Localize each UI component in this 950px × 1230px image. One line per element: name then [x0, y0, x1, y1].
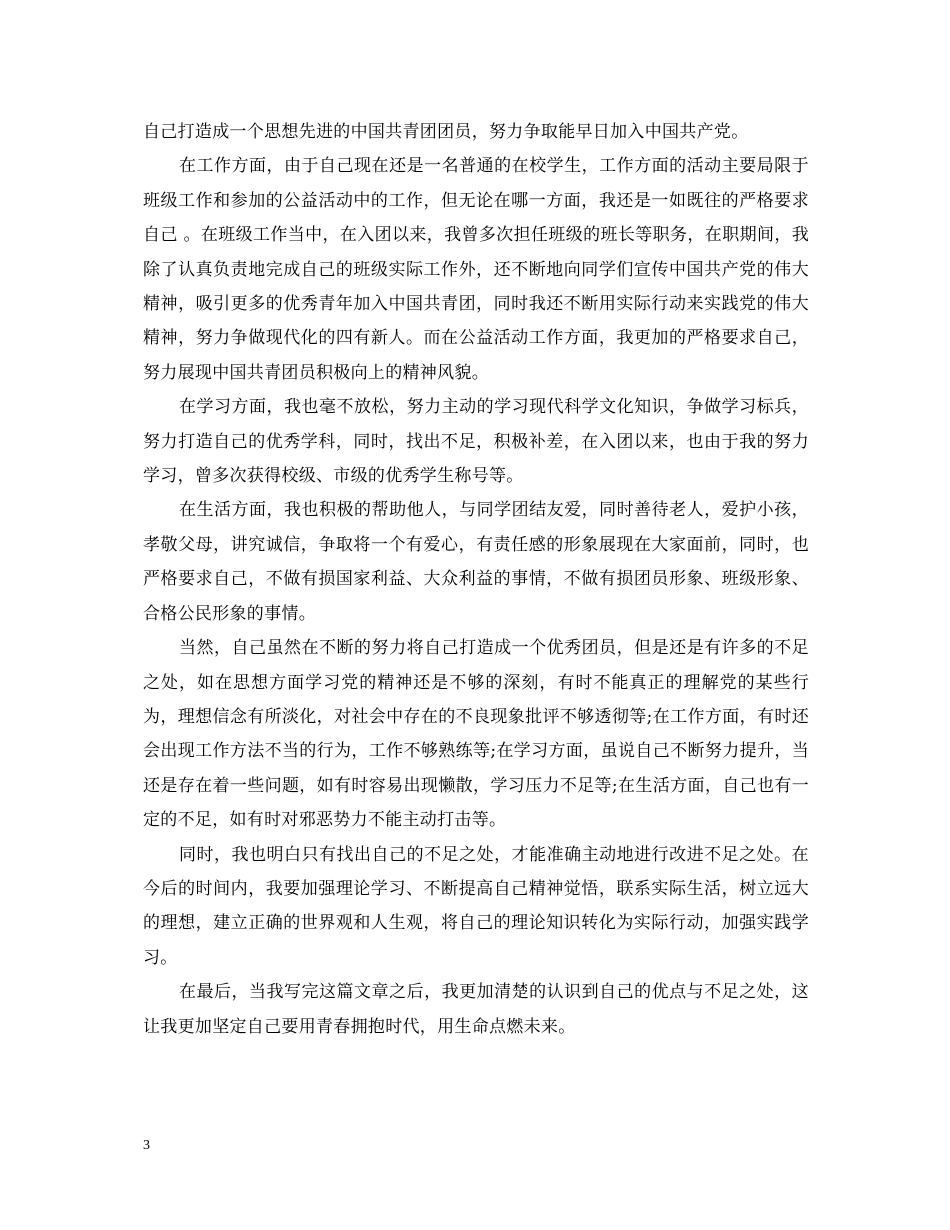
paragraph-2: 在工作方面，由于自己现在还是一名普通的在校学生，工作方面的活动主要局限于班级工作和参加的公益活动中的工作，但无论在哪一方面，我还是一如既往的严格要求自己 。在班级工作当中，在入团以来，我曾多次担任班级的班长等职务，在职期间，我除了认真负责地完成自己的班级实际工作外，还不断地向同学们宣传中国共产党的伟大精神，吸引更多的优秀青年加入中国共青团，同时我还不断用实际行动来实践党的伟大精神，努力争做现代化的四有新人。而在公益活动工作方面，我更加的严格要求自己，努力展现中国共青团员积极向上的精神风貌。: [143, 156, 809, 383]
paragraph-3: 在学习方面，我也毫不放松，努力主动的学习现代科学文化知识，争做学习标兵，努力打造自己的优秀学科，同时，找出不足，积极补差，在入团以来，也由于我的努力学习，曾多次获得校级、市级的优秀学生称号等。: [143, 397, 809, 487]
paragraph-4: 在生活方面，我也积极的帮助他人，与同学团结友爱，同时善待老人，爱护小孩，孝敬父母，讲究诚信，争取将一个有爱心，有责任感的形象展现在大家面前，同时，也严格要求自己，不做有损国家利益、大众利益的事情，不做有损团员形象、班级形象、合格公民形象的事情。: [143, 500, 809, 624]
document-body: [143, 115, 809, 1044]
paragraph-7: 在最后，当我写完这篇文章之后，我更加清楚的认识到自己的优点与不足之处，这让我更加坚定自己要用青春拥抱时代，用生命点燃未来。: [143, 982, 809, 1037]
paragraph-5: 当然，自己虽然在不断的努力将自己打造成一个优秀团员，但是还是有许多的不足之处，如在思想方面学习党的精神还是不够的深刻，有时不能真正的理解党的某些行为，理想信念有所淡化，对社会中存在的不良现象批评不够透彻等;在工作方面，有时还会出现工作方法不当的行为，工作不够熟练等;在学习方面，虽说自己不断努力提升，当还是存在着一些问题，如有时容易出现懒散，学习压力不足等;在生活方面，自己也有一定的不足，如有时对邪恶势力不能主动打击等。: [143, 638, 809, 831]
page-number: 3: [143, 1138, 150, 1153]
paragraph-1: 自己打造成一个思想先进的中国共青团团员，努力争取能早日加入中国共产党。: [143, 122, 749, 142]
paragraph-6: 同时，我也明白只有找出自己的不足之处，才能准确主动地进行改进不足之处。在今后的时间内，我要加强理论学习、不断提高自己精神觉悟，联系实际生活，树立远大的理想，建立正确的世界观和人生观，将自己的理论知识转化为实际行动，加强实践学习。: [143, 844, 809, 968]
